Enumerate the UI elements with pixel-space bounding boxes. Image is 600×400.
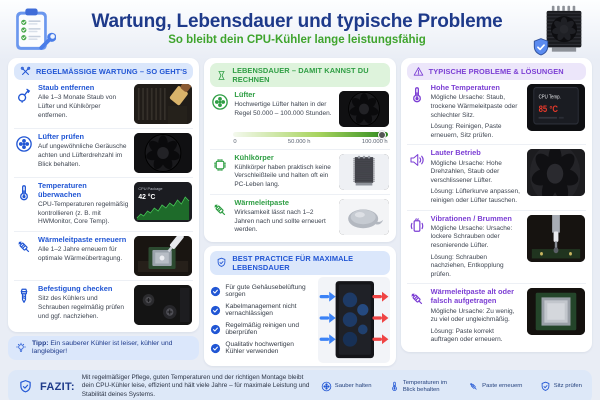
maintenance-item <box>14 280 193 329</box>
fan-photo <box>339 91 389 127</box>
maintenance-header-label: REGELMÄSSIGE WARTUNG – SO GEHT'S <box>36 67 188 76</box>
fan-icon <box>211 93 229 111</box>
header <box>0 0 600 56</box>
fan-closeup-photo <box>527 149 585 196</box>
item-body: Sitz des Kühlers und Schrauben regelmäßig prüfen und ggf. nachziehen. <box>38 295 124 320</box>
column-problems <box>401 58 592 366</box>
maintenance-item <box>14 177 193 231</box>
badge-label: Sitz prüfen <box>553 383 582 390</box>
shield-check-icon <box>540 381 551 392</box>
best-practice-label: Qualitativ hochwertigen Kühler verwenden <box>225 341 294 356</box>
hourglass-icon <box>216 70 227 81</box>
best-practice-header-label: BEST PRACTICE FÜR MAXIMALE LEBENSDAUER <box>232 253 354 272</box>
problem-item <box>407 210 586 284</box>
problem-title: Wärmeleitpaste alt oder falsch aufgetragen <box>430 287 515 306</box>
item-body: Alle 1–2 Jahre erneuern für optimale Wärmeübertragung. <box>38 246 123 262</box>
svg-text:42 °C: 42 °C <box>138 193 156 202</box>
fan-icon <box>321 381 332 392</box>
temp-monitor-42-photo <box>134 182 192 222</box>
item-title: Befestigung checken <box>38 283 113 293</box>
problem-cause: Mögliche Ursache: Staub, trockene Wärmeleitpaste oder schlechter Sitz. <box>430 94 518 119</box>
item-body: Alle 1–3 Monate Staub von Lüfter und Kühlkörper entfernen. <box>38 94 117 119</box>
shield-check-icon <box>216 257 227 268</box>
temp-monitor-85-photo <box>527 84 585 131</box>
problems-list <box>407 80 586 349</box>
header-cooler <box>538 4 590 56</box>
lightbulb-icon <box>15 342 27 354</box>
lifespan-list <box>210 87 389 239</box>
best-practice-body <box>210 277 389 363</box>
problem-item <box>407 144 586 209</box>
best-practice-list <box>210 279 313 360</box>
item-text-block <box>38 285 129 321</box>
item-body: CPU-Temperaturen regelmäßig kontrollieren (z. B. mit HWMonitor, Core Temp). <box>38 201 129 226</box>
columns <box>0 56 600 366</box>
maintenance-list <box>14 80 193 329</box>
maintenance-card <box>8 58 199 332</box>
item-title: Staub entfernen <box>38 83 95 92</box>
lifespan-scale-marker <box>378 131 386 139</box>
fazit-text: Mit regelmäßiger Pflege, guten Temperaturen und der richtigen Montage bleibt dein CPU-Kühler leise, effizient und hält viele Jahre – für maximale Leistung und Stabilität deines Systems. <box>81 373 310 398</box>
lifespan-header-label: LEBENSDAUER – DAMIT KANNST DU RECHNEN <box>232 66 369 84</box>
item-text-block <box>38 133 129 169</box>
item-text-block <box>431 288 522 345</box>
problem-item <box>407 283 586 349</box>
chip-icon <box>211 156 229 174</box>
item-title: Lüfter <box>234 90 256 99</box>
item-title: Temperaturen überwachen <box>38 181 87 199</box>
problem-item <box>407 80 586 144</box>
item-text-block <box>38 84 129 120</box>
problems-card <box>401 58 592 352</box>
cpu-paste-photo <box>527 288 585 335</box>
fan-icon <box>15 135 33 153</box>
badge-label: Sauber halten <box>334 383 372 390</box>
best-practice-header <box>210 251 389 275</box>
syringe-icon <box>408 290 426 308</box>
lifespan-scale <box>233 132 387 145</box>
item-text-block <box>431 149 522 205</box>
vibration-icon <box>408 217 426 235</box>
column-maintenance <box>8 58 199 366</box>
lifespan-item <box>210 149 389 194</box>
item-title: Wärmeleitpaste <box>234 197 289 207</box>
problems-header-label: TYPISCHE PROBLEME & LÖSUNGEN <box>428 67 564 76</box>
problem-title: Lauter Betrieb <box>430 148 481 158</box>
lifespan-item <box>210 194 389 239</box>
tip-text: Tipp: Ein sauberer Kühler ist leiser, kühler und langlebiger! <box>32 339 173 356</box>
maintenance-item <box>14 80 193 128</box>
lifespan-scale-ticks: 0 50.000 h 100.000 h <box>233 138 388 145</box>
thermometer-icon <box>389 381 400 392</box>
problem-solution: Lösung: Schrauben nachziehen, Entkopplung prüfen. <box>430 253 504 278</box>
item-text-block <box>234 91 333 119</box>
item-body: Hochwertige Lüfter halten in der Regel 50.000 – 100.000 Stunden. <box>234 101 332 117</box>
best-practice-item <box>210 322 313 336</box>
page-subtitle: So bleibt dein CPU-Kühler lange leistungsfähig <box>168 33 426 46</box>
problem-solution: Lösung: Reinigen, Paste erneuern, Sitz prüfen. <box>430 123 502 139</box>
maintenance-item <box>14 128 193 177</box>
thermometer-icon <box>408 86 426 104</box>
column-lifespan <box>204 58 395 366</box>
fan-photo <box>134 133 192 173</box>
maintenance-header <box>14 63 193 80</box>
footer <box>8 370 592 400</box>
lifespan-scale-bar <box>233 132 387 137</box>
thermometer-icon <box>15 184 33 202</box>
badge-label: Paste erneuern <box>482 383 523 390</box>
check-circle-icon <box>210 343 221 354</box>
svg-text:85 °C: 85 °C <box>538 103 558 115</box>
item-text-block <box>234 199 333 235</box>
svg-text:CPU Temp.: CPU Temp. <box>538 95 561 101</box>
problem-cause: Mögliche Ursache: Zu wenig, zu viel oder ungleichmäßig. <box>430 307 515 324</box>
heatsink-brush-photo <box>134 84 192 124</box>
item-body: Auf ungewöhnliche Geräusche achten und Lüfterdrehzahl im Blick behalten. <box>38 143 127 168</box>
lifespan-card <box>204 58 395 242</box>
item-text-block <box>431 84 522 140</box>
item-text-block <box>38 236 129 264</box>
check-circle-icon <box>210 324 221 335</box>
warning-triangle-icon <box>413 66 424 77</box>
case-airflow-photo <box>318 277 390 363</box>
best-practice-label: Regelmäßig reinigen und überprüfen <box>225 322 300 337</box>
best-practice-item <box>210 303 313 317</box>
paste-apply-photo <box>134 236 192 276</box>
maintenance-item <box>14 231 193 280</box>
footer-badge <box>321 381 372 392</box>
problem-solution: Lösung: Paste korrekt auftragen oder erneuern. <box>430 327 503 344</box>
item-title: Wärmeleitpaste erneuern <box>38 234 127 244</box>
item-body: Kühlkörper haben praktisch keine Verschleißteile und halten oft ein PC-Leben lang. <box>234 163 331 189</box>
screwdriver-photo <box>527 215 585 262</box>
speaker-icon <box>408 151 426 169</box>
footer-badge <box>468 381 522 392</box>
item-text-block <box>234 154 333 190</box>
air-blower-icon <box>15 86 33 104</box>
check-circle-icon <box>210 305 221 316</box>
footer-badge <box>540 381 582 392</box>
lifespan-item <box>210 87 389 131</box>
footer-badge <box>389 380 451 394</box>
syringe-icon <box>211 201 229 219</box>
problem-title: Hohe Temperaturen <box>430 83 500 92</box>
best-practice-item <box>210 284 313 298</box>
heatsink-tower-photo <box>339 154 389 190</box>
best-practice-label: Für gute Gehäusebelüftung sorgen <box>225 284 306 299</box>
problem-cause: Mögliche Ursache: Ursache: lockere Schrauben oder resonierende Lüfter. <box>430 224 513 250</box>
best-practice-item <box>210 341 313 355</box>
footer-badges <box>317 380 582 394</box>
problem-cause: Mögliche Ursache: Hohe Drehzahlen, Staub oder verschlissener Lüfter. <box>430 159 502 184</box>
problem-solution: Lösung: Lüfterkurve anpassen, reinigen oder Lüfter tauschen. <box>430 188 520 204</box>
syringe-icon <box>468 381 479 392</box>
badge-label: Temperaturen im Blick behalten <box>402 379 448 393</box>
item-body: Wirksamkeit lässt nach 1–2 Jahren nach und sollte erneuert werden. <box>234 208 326 234</box>
best-practice-label: Kabelmanagement nicht vernachlässigen <box>225 303 297 318</box>
header-titles <box>56 11 538 49</box>
clipboard-checklist-icon <box>10 5 56 55</box>
tip-bar <box>8 336 199 360</box>
item-title: Kühlkörper <box>234 152 274 162</box>
shield-check-icon <box>18 379 33 394</box>
item-text-block <box>38 182 129 227</box>
item-text-block <box>431 215 522 280</box>
item-title: Lüfter prüfen <box>38 132 84 141</box>
mounting-photo <box>134 285 192 325</box>
screw-icon <box>15 287 33 305</box>
check-circle-icon <box>210 286 221 297</box>
svg-text:CPU Package: CPU Package <box>138 185 163 192</box>
shield-check-badge <box>531 37 551 57</box>
paste-blob-photo <box>339 199 389 235</box>
best-practice-card <box>204 246 395 366</box>
crossed-tools-icon <box>20 66 31 77</box>
lifespan-header <box>210 63 389 87</box>
fazit-label: FAZIT: <box>40 380 75 393</box>
page-title: Wartung, Lebensdauer und typische Probleme <box>91 10 503 32</box>
problems-header <box>407 63 586 80</box>
syringe-icon <box>15 238 33 256</box>
problem-title: Vibrationen / Brummen <box>430 213 512 223</box>
